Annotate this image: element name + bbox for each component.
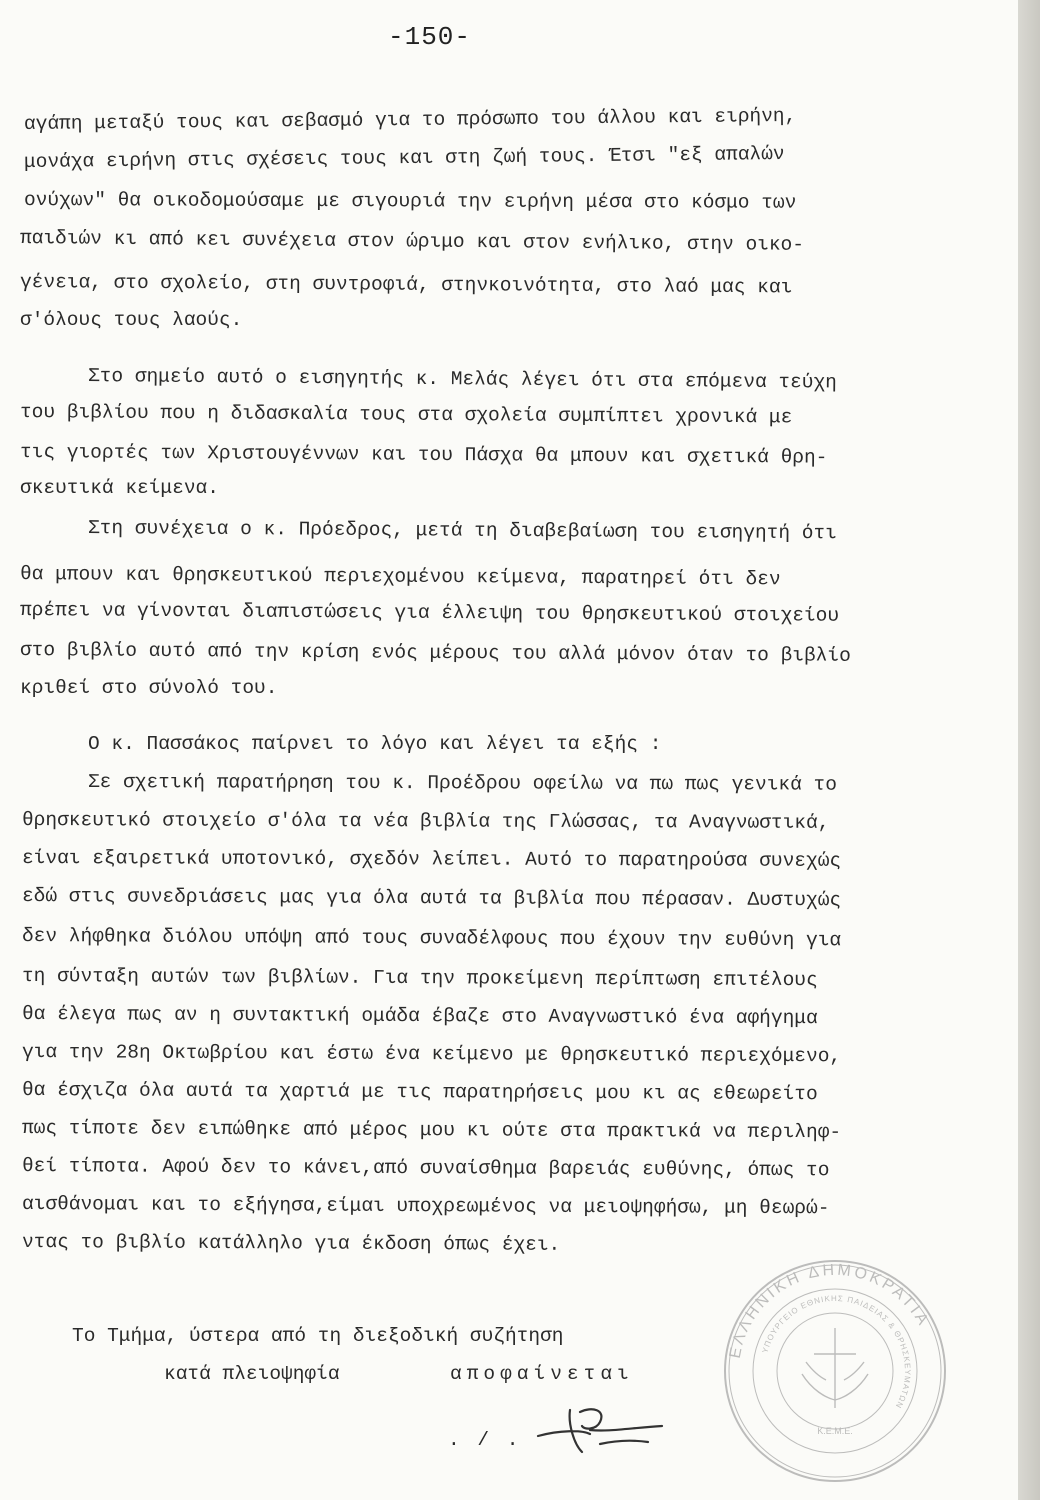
text-line: Στο σημείο αυτό ο εισηγητής κ. Μελάς λέγει ότι στα επόμενα τεύχη <box>87 365 837 394</box>
text-line: μονάχα ειρήνη στις σχέσεις τους και στη ζωή τους. Έτσι "εξ απαλών <box>23 143 785 173</box>
stamp-inner-text: ΥΠΟΥΡΓΕΙΟ ΕΘΝΙΚΗΣ ΠΑΙΔΕΙΑΣ & ΘΡΗΣΚΕΥΜΑΤΩΝ <box>760 1293 913 1411</box>
majority-label: κατά πλειοψηφία <box>164 1363 340 1385</box>
text-line: πως τίποτε δεν ειπώθηκε από μέρος μου κι ούτε στα πρακτικά να περιληφ- <box>21 1117 842 1144</box>
text-line: θα μπουν και θρησκευτικού περιεχομένου κείμενα, παρατηρεί ότι δεν <box>19 563 781 591</box>
end-mark: . / . <box>448 1429 522 1451</box>
text-line: γένεια, στο σχολείο, στη συντροφιά, στηνκοινότητα, στο λαό μας και <box>19 271 793 299</box>
text-line: ντας το βιβλίο κατάλληλο για έκδοση όπως έχει. <box>21 1231 561 1256</box>
text-line: παιδιών κι από κει συνέχεια στον ώριμο και στον ενήλικο, στην οικο- <box>19 227 805 256</box>
text-line: του βιβλίου που η διδασκαλία τους στα σχολεία συμπίπτει χρονικά με <box>19 401 793 429</box>
text-line: τις γιορτές των Χριστουγέννων και του Πάσχα θα μπουν και σχετικά θρη- <box>19 441 828 469</box>
text-line: στο βιβλίο αυτό από την κρίση ενός μέρους του αλλά μόνον όταν το βιβλίο <box>19 639 851 667</box>
text-line: θρησκευτικό στοιχείο σ'όλα τα νέα βιβλία της Γλώσσας, τα Αναγνωστικά, <box>21 809 830 834</box>
text-line: ονύχων" θα οικοδομούσαμε με σιγουριά την ειρήνη μέσα στο κόσμο των <box>23 189 797 214</box>
text-line: είναι εξαιρετικά υποτονικό, σχεδόν λείπει. Αυτό το παρατηρούσα συνεχώς <box>21 847 842 872</box>
text-line: εδώ στις συνεδριάσεις μας για όλα αυτά τα βιβλία που πέρασαν. Δυστυχώς <box>21 885 842 912</box>
text-line: Στη συνέχεια ο κ. Πρόεδρος, μετά τη διαβεβαίωση του εισηγητή ότι <box>87 517 837 545</box>
text-line: δεν λήφθηκα διόλου υπόψη από τους συναδέλφους που έχουν την ευθύνη για <box>21 925 842 952</box>
text-line: πρέπει να γίνονται διαπιστώσεις για έλλειψη του θρησκευτικού στοιχείου <box>19 599 840 627</box>
text-line: Σε σχετική παρατήρηση του κ. Προέδρου οφείλω να πω πως γενικά το <box>87 771 837 796</box>
signature-icon <box>530 1400 670 1460</box>
text-line: σκευτικά κείμενα. <box>20 477 219 499</box>
closing-line: Το Τμήμα, ύστερα από τη διεξοδική συζήτηση <box>72 1325 564 1347</box>
stamp-outer-text: ΕΛΛΗΝΙΚΗ ΔΗΜΟΚΡΑΤΙΑ <box>726 1261 933 1360</box>
page-number: -150- <box>388 22 472 52</box>
text-line: κριθεί στο σύνολό του. <box>20 677 278 699</box>
page-edge <box>1018 0 1040 1500</box>
text-line: αγάπη μεταξύ τους και σεβασμό για το πρόσωπο του άλλου και ειρήνη, <box>23 104 797 135</box>
text-line: θεί τίποτα. Αφού δεν το κάνει,από συναίσθημα βαρειάς ευθύνης, όπως το <box>21 1155 830 1182</box>
text-line: αισθάνομαι και το εξήγησα,είμαι υποχρεωμένος να μειοψηφήσω, μη θεωρώ- <box>21 1193 830 1220</box>
text-line: θα έσχιζα όλα αυτά τα χαρτιά με τις παρατηρήσεις μου κι ας εθεωρείτο <box>21 1079 818 1106</box>
stamp-bottom-text: Κ.Ε.Μ.Ε. <box>817 1426 853 1436</box>
text-line: για την 28η Οκτωβρίου και έστω ένα κείμενο με θρησκευτικό περιεχόμενο, <box>21 1041 842 1068</box>
text-line: τη σύνταξη αυτών των βιβλίων. Για την προκείμενη περίπτωση επιτέλους <box>21 965 818 992</box>
text-line: σ'όλους τους λαούς. <box>20 309 243 331</box>
decision-label: αποφαίνεται <box>450 1363 634 1385</box>
official-stamp-icon <box>722 1258 948 1484</box>
text-line: θα έλεγα πως αν η συντακτική ομάδα έβαζε στο Αναγνωστικό ένα αφήγημα <box>21 1003 818 1030</box>
text-line: Ο κ. Πασσάκος παίρνει το λόγο και λέγει τα εξής : <box>88 733 662 755</box>
